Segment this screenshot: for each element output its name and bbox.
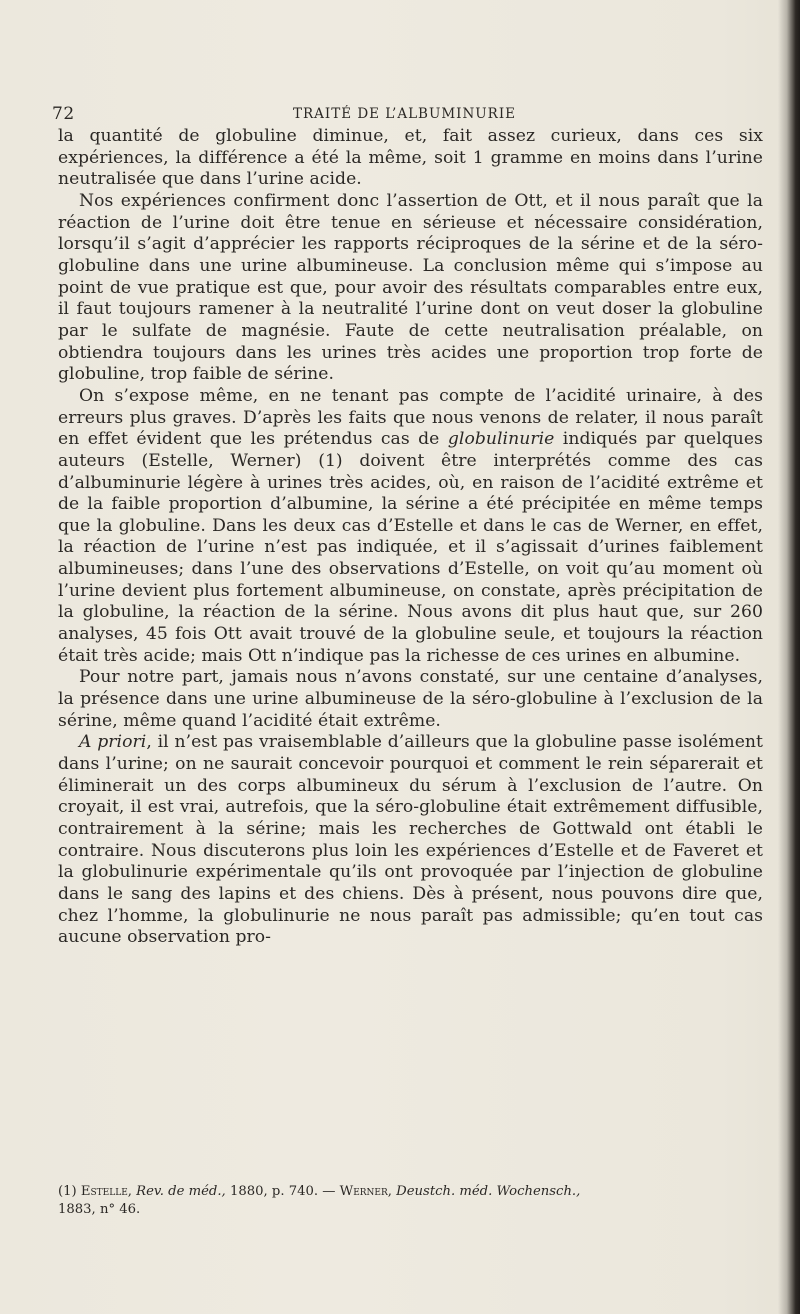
paragraph-3 [58, 386, 763, 668]
paragraph-1 [58, 126, 763, 191]
paragraph-3-text-after: indiqués par quelques auteurs (Estelle, Werner) (1) doivent être interprétés comme des cas d’albuminurie légère à urines très acides, où, en raison de l’acidité extrême et de la faible proportion d’albumine, la sérine a été précipitée en même temps que la globuline. Dans les deux cas d’Estelle et dans le cas de Werner, en effet, la réaction de l’urine n’est pas indiquée, et il s’agissait d’urines faiblement albumineuses; dans l’une des observations d’Estelle, on voit qu’au moment où l’urine devient plus fortement albumineuse, on constate, après précipitation de la globuline, la réaction de la sérine. Nous avons dit plus haut que, sur 260 analyses, 45 fois Ott avait trouvé de la globuline seule, et toujours la réaction était très acide; mais Ott n’indique pas la richesse de ces urines en albumine. [58, 429, 763, 666]
footnote-author-werner: Werner, [339, 1184, 392, 1199]
footnote-journal-rev-med: Rev. de méd., [131, 1184, 226, 1199]
running-title: TRAITÉ DE L’ALBUMINURIE [292, 106, 517, 122]
footnote-marker: (1) [58, 1184, 81, 1199]
paragraph-3-text-before: On s’expose même, en ne tenant pas compte de l’acidité urinaire, à des erreurs plus graves. D’après les faits que nous venons de relater, il nous paraît en effet évident que les prétendus cas de [58, 385, 763, 450]
page-header [52, 104, 757, 128]
term-globulinurie: globulinurie [447, 429, 555, 450]
footnote-line-1 [58, 1183, 763, 1201]
paragraph-2-text: Nos expériences confirment donc l’assertion de Ott, et il nous paraît que la réaction de l’urine doit être tenue en sérieuse et nécessaire considération, lorsqu’il s’agit d’apprécier les rapports réciproques de la sérine et de la séro-globuline dans une urine albumineuse. La conclusion même qui s’impose au point de vue pratique est que, pour avoir des résultats comparables entre eux, il faut toujours ramener à la neutralité l’urine dont on veut doser la globuline par le sulfate de magnésie. Faute de cette neutralisation préalable, on obtiendra toujours dans les urines très acides une proportion trop forte de globuline, trop faible de sérine. [58, 190, 763, 385]
body-text [58, 126, 763, 949]
paragraph-1-text: la quantité de globuline diminue, et, fait assez curieux, dans ces six expériences, la différence a été la même, soit 1 gramme en moins dans l’urine neutralisée que dans l’urine acide. [58, 126, 763, 190]
paragraph-5-text: , il n’est pas vraisemblable d’ailleurs que la globuline passe isolément dans l’urine; on ne saurait concevoir pourquoi et comment le rein séparerait et éliminerait un des corps albumineux du sérum à l’exclusion de l’autre. On croyait, il est vrai, autrefois, que la séro-globuline était extrêmement diffusible, contrairement à la sérine; mais les recherches de Gottwald ont établi le contraire. Nous discuterons plus loin les expériences d’Estelle et de Faveret et la globulinurie expérimentale qu’ils ont provoquée par l’injection de globuline dans le sang des lapins et des chiens. Dès à présent, nous pouvons dire que, chez l’homme, la globulinurie ne nous paraît pas admissible; qu’en tout cas aucune observation pro- [58, 732, 763, 948]
footnote-line-2: 1883, n° 46. [58, 1202, 141, 1217]
term-a-priori: A priori [79, 732, 147, 753]
paragraph-5 [58, 732, 763, 949]
paragraph-4-text: Pour notre part, jamais nous n’avons constaté, sur une centaine d’analyses, la présence dans une urine albumineuse de la séro-globuline à l’exclusion de la sérine, même quand l’acidité était extrême. [58, 667, 763, 731]
footnote [58, 1183, 763, 1219]
page-edge-shadow [778, 0, 800, 1314]
page-number: 72 [52, 104, 75, 124]
paragraph-2 [58, 191, 763, 386]
footnote-ref-1: 1880, p. 740. — [225, 1184, 340, 1199]
footnote-journal-wochensch: Deustch. méd. Wochensch., [391, 1184, 581, 1199]
footnote-author-estelle: Estelle, [80, 1184, 132, 1199]
paragraph-4 [58, 667, 763, 732]
